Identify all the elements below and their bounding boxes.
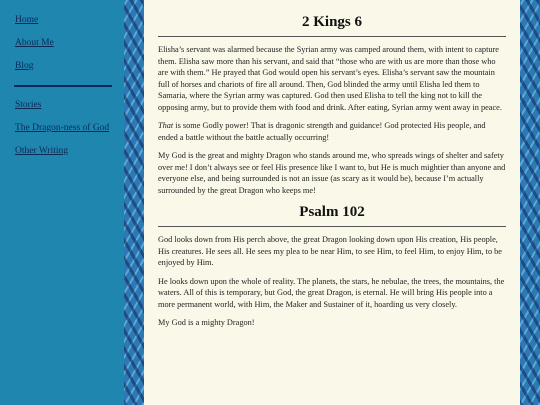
decorative-border-left — [124, 0, 144, 405]
paragraph: That is some Godly power! That is dragonic strength and guidance! God protected His people, and ended a battle without the battle actually occurring! — [158, 121, 486, 142]
paragraph: My God is the great and mighty Dragon who stands around me, who spreads wings of shelter and safety over me! I don’t always see or feel His presence like I want to, but He is much mightier than anyone and everyone else, and being surrounded is not an issue (as scary as it would be), because I’m actually surrounded by the great Dragon who keeps me! — [158, 151, 506, 195]
nav-link-home[interactable]: Home — [15, 15, 39, 25]
paragraph: My God is a mighty Dragon! — [158, 318, 255, 327]
paragraph: Elisha’s servant was alarmed because the Syrian army was camped around them, with intent to capture them. Elisha saw more than his servant, and said that “those who are with us are more than those who are with them.” He prayed that God would open his servant’s eyes. Elisha’s servant saw the mountain full of horses and chariots of fire all around. Then, God blinded the army until Elisha led them to Samaria, where the Syrian army was captured. God then used Elisha to tell the king not to kill the opposing army, but to provide them with food and drink. After eating, Syrian army went away in peace. — [158, 45, 502, 112]
section-title-2-kings-6: 2 Kings 6 — [158, 14, 506, 37]
nav-link-stories[interactable]: Stories — [15, 100, 42, 110]
sidebar — [0, 0, 124, 405]
main-content — [144, 0, 520, 405]
nav-link-about-me[interactable]: About Me — [15, 38, 54, 48]
paragraph: God looks down from His perch above, the great Dragon looking down upon His creation, His people, His creatures. He sees all. He sees my plea to be near Him, to see Him, to feel Him, to enjoy Him, to be enjoyed by Him. — [158, 235, 502, 267]
section-title-psalm-102: Psalm 102 — [158, 204, 506, 227]
nav-link-other-writing[interactable]: Other Writing — [15, 146, 69, 156]
nav-link-dragon-ness-of-god[interactable]: The Dragon-ness of God — [15, 123, 110, 133]
decorative-border-right — [520, 0, 540, 405]
sidebar-divider — [14, 85, 112, 87]
nav-link-blog[interactable]: Blog — [15, 61, 34, 71]
paragraph: He looks down upon the whole of reality. The planets, the stars, he nebulae, the trees, the mountains, the waters. All of this is temporary, but God, the great Dragon, is eternal. He will bring His people into a more permanent world, with Him, the Maker and Sustainer of it, hoarding us very closely. — [158, 276, 505, 309]
